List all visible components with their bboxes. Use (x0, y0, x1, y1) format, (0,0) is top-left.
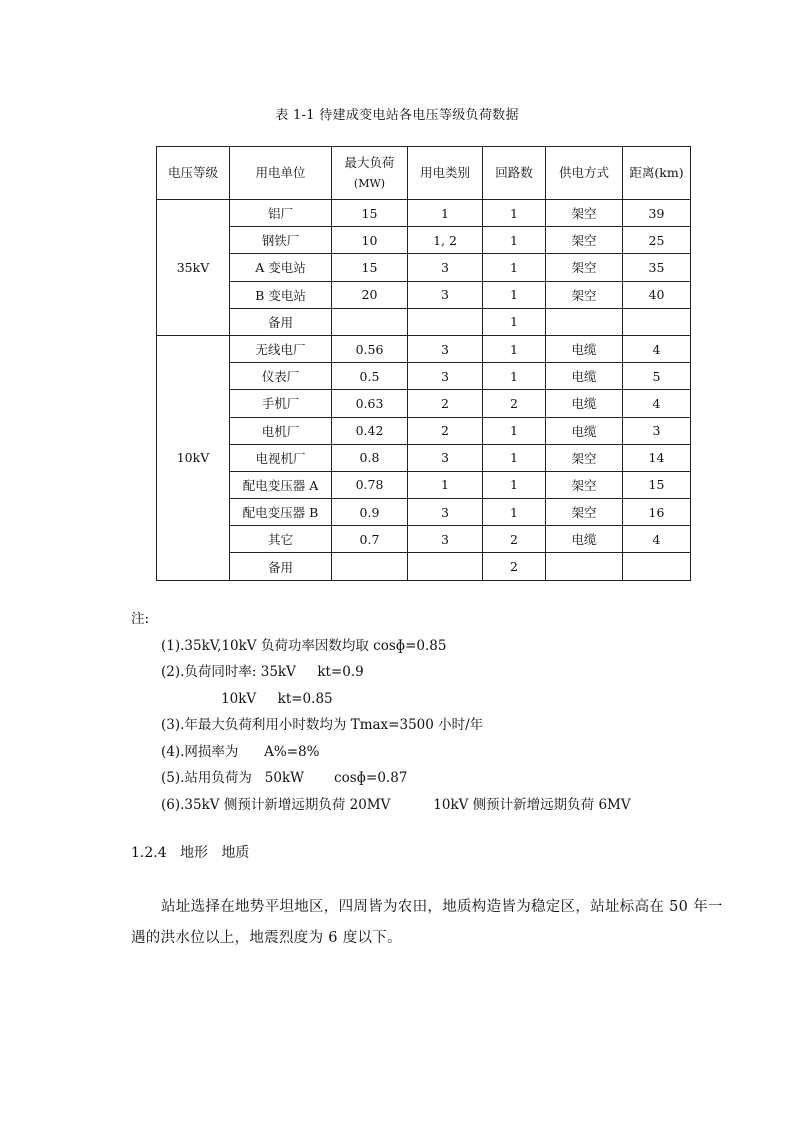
table-cell: 备用 (230, 308, 332, 335)
header-max-load-label: 最大负荷 (344, 154, 395, 170)
table-cell: 0.7 (332, 526, 408, 553)
note-item: (6).35kV 侧预计新增远期负荷 20MV 10kV 侧预计新增远期负荷 6MV (161, 796, 631, 813)
header-circuits: 回路数 (483, 147, 546, 200)
table-cell: 3 (623, 417, 691, 444)
table-cell: 25 (623, 227, 691, 254)
table-cell: 3 (408, 499, 483, 526)
table-cell: 0.5 (332, 363, 408, 390)
table-row (157, 471, 691, 498)
table-cell: 4 (623, 390, 691, 417)
table-cell: 铝厂 (230, 200, 332, 227)
table-cell: 3 (408, 335, 483, 362)
table-cell: 1 (483, 254, 546, 281)
table-cell: 其它 (230, 526, 332, 553)
note-item: (5).站用负荷为 50kW cosɸ=0.87 (161, 770, 408, 786)
table-cell: 3 (408, 526, 483, 553)
table-cell: 电缆 (546, 390, 623, 417)
table-cell: 1 (483, 417, 546, 444)
table-cell: 备用 (230, 553, 332, 580)
table-cell: 1 (483, 444, 546, 471)
table-cell: 架空 (546, 254, 623, 281)
body-paragraph: 站址选择在地势平坦地区，四周皆为农田，地质构造皆为稳定区，站址标高在 50 年一遇的洪水位以上，地震烈度为 6 度以下。 (131, 899, 723, 946)
table-cell: 3 (408, 444, 483, 471)
table-cell: 架空 (546, 471, 623, 498)
table-cell: 0.9 (332, 499, 408, 526)
table-header-row (157, 147, 691, 200)
table-cell: 0.42 (332, 417, 408, 444)
table-cell: 0.78 (332, 471, 408, 498)
table-cell: 10 (332, 227, 408, 254)
table-row (157, 390, 691, 417)
note-item: (1).35kV,10kV 负荷功率因数均取 cosɸ=0.85 (161, 637, 447, 654)
table-cell: 电机厂 (230, 417, 332, 444)
table-cell: 无线电厂 (230, 335, 332, 362)
voltage-level-cell: 10kV (157, 335, 230, 580)
table-cell: 配电变压器 A (230, 471, 332, 498)
table-cell: 2 (483, 390, 546, 417)
table-cell (408, 553, 483, 580)
table-cell: 2 (408, 390, 483, 417)
table-cell: 2 (408, 417, 483, 444)
table-cell: 钢铁厂 (230, 227, 332, 254)
table-cell: B 变电站 (230, 281, 332, 308)
table-cell: 1 (483, 363, 546, 390)
table-caption: 表 1-1 待建成变电站各电压等级负荷数据 (275, 108, 519, 123)
table-cell: 35 (623, 254, 691, 281)
table-row (157, 254, 691, 281)
table-row (157, 499, 691, 526)
section-heading: 1.2.4 地形 地质 (131, 845, 250, 861)
header-supply-mode: 供电方式 (546, 147, 623, 200)
table-cell: 电缆 (546, 335, 623, 362)
table-cell: 0.8 (332, 444, 408, 471)
table-cell: 15 (332, 254, 408, 281)
header-consumer: 用电单位 (230, 147, 332, 200)
table-cell: 3 (408, 281, 483, 308)
table-cell: 电缆 (546, 363, 623, 390)
table-row (157, 417, 691, 444)
table-cell: 1 (483, 227, 546, 254)
table-cell: 15 (623, 471, 691, 498)
table-cell (546, 308, 623, 335)
note-item: (2).负荷同时率: 35kV kt=0.9 (161, 664, 364, 680)
table-cell: 3 (408, 254, 483, 281)
table-cell (332, 308, 408, 335)
header-distance: 距离(km) (623, 147, 691, 200)
table-cell: 0.63 (332, 390, 408, 417)
table-cell (332, 553, 408, 580)
table-cell: 1 (483, 200, 546, 227)
table-cell: 手机厂 (230, 390, 332, 417)
table-cell: 配电变压器 B (230, 499, 332, 526)
table-cell: 20 (332, 281, 408, 308)
table-row (157, 526, 691, 553)
table-cell: 仪表厂 (230, 363, 332, 390)
table-row (157, 200, 691, 227)
table-cell: 1 (483, 281, 546, 308)
table-cell: 架空 (546, 200, 623, 227)
table-row (157, 444, 691, 471)
table-cell: 15 (332, 200, 408, 227)
table-cell: 2 (483, 526, 546, 553)
table-cell: 电视机厂 (230, 444, 332, 471)
table-cell: 14 (623, 444, 691, 471)
table-cell: 39 (623, 200, 691, 227)
table-row (157, 553, 691, 580)
header-load-class: 用电类别 (408, 147, 483, 200)
header-max-load (332, 147, 408, 200)
header-voltage-level: 电压等级 (157, 147, 230, 200)
table-cell: 架空 (546, 281, 623, 308)
table-row (157, 363, 691, 390)
table-cell (623, 553, 691, 580)
table-body (157, 200, 691, 581)
table-cell: 5 (623, 363, 691, 390)
table-row (157, 227, 691, 254)
table-cell: 4 (623, 526, 691, 553)
table-cell: 1 (408, 471, 483, 498)
notes-title: 注: (131, 611, 150, 627)
table-cell: 3 (408, 363, 483, 390)
table-row (157, 281, 691, 308)
table-cell: 1 (483, 471, 546, 498)
table-cell: 2 (483, 553, 546, 580)
voltage-level-cell: 35kV (157, 200, 230, 336)
table-cell (408, 308, 483, 335)
table-cell: 1 (483, 335, 546, 362)
table-cell: 16 (623, 499, 691, 526)
table-cell (546, 553, 623, 580)
table-cell: 架空 (546, 444, 623, 471)
table-row (157, 308, 691, 335)
table-cell (623, 308, 691, 335)
table-cell: 电缆 (546, 417, 623, 444)
table-cell: 1 (483, 308, 546, 335)
table-cell: 1 (408, 200, 483, 227)
table-cell: 电缆 (546, 526, 623, 553)
note-item: (3).年最大负荷利用小时数均为 Tmax=3500 小时/年 (161, 717, 484, 733)
table-cell: 40 (623, 281, 691, 308)
table-cell: 架空 (546, 227, 623, 254)
table-cell: A 变电站 (230, 254, 332, 281)
table-cell: 0.56 (332, 335, 408, 362)
table-cell: 1 (483, 499, 546, 526)
header-max-load-unit: (MW) (353, 176, 386, 190)
note-item: (4).网损率为 A%=8% (161, 743, 320, 760)
table-row (157, 335, 691, 362)
notes (131, 606, 631, 818)
note-item: 10kV kt=0.85 (161, 690, 333, 707)
table-cell: 4 (623, 335, 691, 362)
load-data-table (156, 146, 691, 581)
table-cell: 1, 2 (408, 227, 483, 254)
table-cell: 架空 (546, 499, 623, 526)
